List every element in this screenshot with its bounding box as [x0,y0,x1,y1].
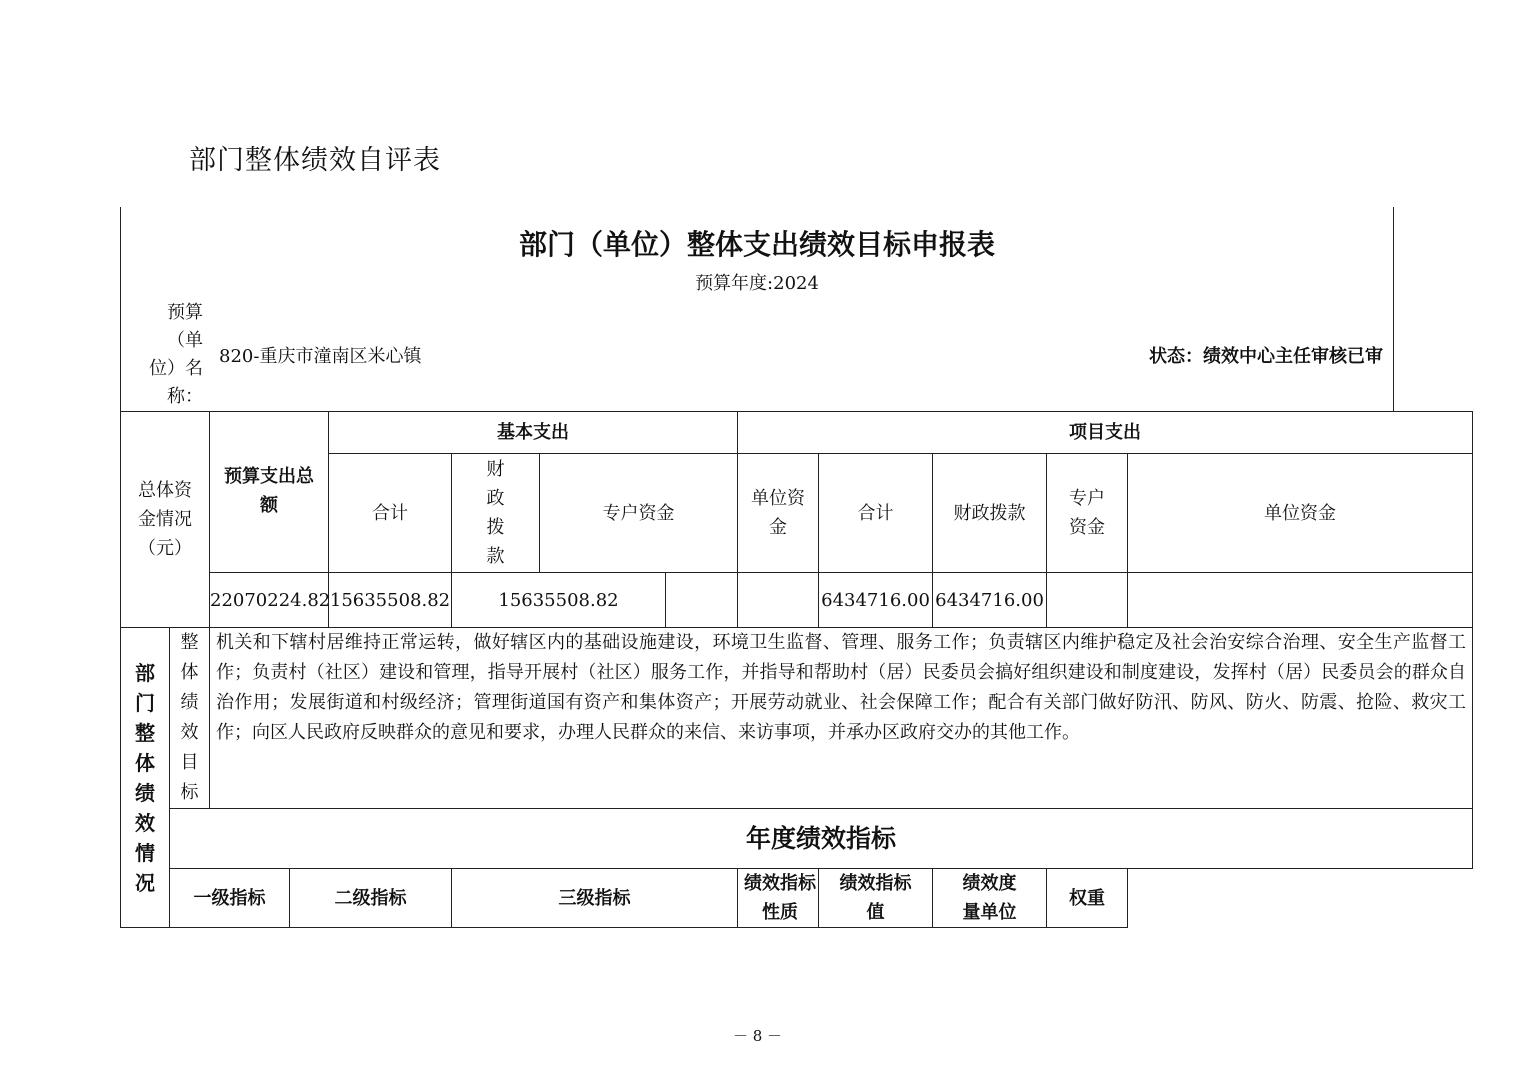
document-heading: 部门整体绩效自评表 [189,145,441,176]
weight-header: 权重 [1047,869,1128,928]
level1-indicator-header: 一级指标 [170,869,290,928]
project-total-value: 6434716.00 [819,573,933,628]
basic-total-value: 15635508.82 [329,573,452,628]
project-expense-header: 项目支出 [738,412,1473,454]
level3-indicator-header: 三级指标 [452,869,738,928]
basic-expense-header: 基本支出 [329,412,738,454]
total-budget-value: 22070224.82 [210,573,329,628]
indicator-unit-header: 绩效度量单位 [933,869,1047,928]
performance-section-label: 部门整体绩效情况 [121,628,170,928]
level2-indicator-header: 二级指标 [290,869,452,928]
basic-total-header: 合计 [329,454,452,573]
budget-year: 预算年度:2024 [695,273,819,294]
annual-indicators-title: 年度绩效指标 [170,809,1473,869]
total-budget-header: 预算支出总额 [210,412,329,573]
funds-row-label: 总体资金情况（元） [121,412,210,628]
indicator-value-header: 绩效指标值 [819,869,933,928]
goal-label: 整体绩效目标 [170,628,210,809]
basic-unit-header: 单位资金 [738,454,819,573]
status-text: 状态：绩效中心主任审核已审 [1149,346,1383,367]
project-total-header: 合计 [819,454,933,573]
project-unit-value [1128,573,1473,628]
basic-special-header: 专户资金 [540,454,738,573]
project-fiscal-header: 财政拨款 [933,454,1047,573]
project-special-value [1047,573,1128,628]
unit-name-value: 820-重庆市潼南区米心镇 [219,346,422,367]
form-title: 部门（单位）整体支出绩效目标申报表 [518,228,995,261]
form-header [120,207,1394,412]
page-number: － 8 － [732,1027,783,1045]
performance-table [120,411,1473,928]
project-unit-header: 单位资金 [1128,454,1473,573]
goal-text: 机关和下辖村居维持正常运转，做好辖区内的基础设施建设，环境卫生监督、管理、服务工作；负责辖区内维护稳定及社会治安综合治理、安全生产监督工作；负责村（社区）建设和管理，指导开展村（社区）服务工作，并指导和帮助村（居）民委员会搞好组织建设和制度建设，发挥村（居）民委员会的群众自治作用；发展街道和村级经济；管理街道国有资产和集体资产；开展劳动就业、社会保障工作；配合有关部门做好防汛、防风、防火、防震、抢险、救灾工作；向区人民政府反映群众的意见和要求，办理人民群众的来信、来访事项，并承办区政府交办的其他工作。 [210,628,1473,809]
basic-fiscal-value: 15635508.82 [452,573,666,628]
project-special-header: 专户资金 [1047,454,1128,573]
unit-name-label: 预算 （单 位）名 称： [149,302,203,407]
basic-special-value [666,573,738,628]
basic-fiscal-header: 财政拨款 [452,454,540,573]
indicator-nature-header: 绩效指标性质 [738,869,819,928]
project-fiscal-value: 6434716.00 [933,573,1047,628]
basic-unit-value [738,573,819,628]
